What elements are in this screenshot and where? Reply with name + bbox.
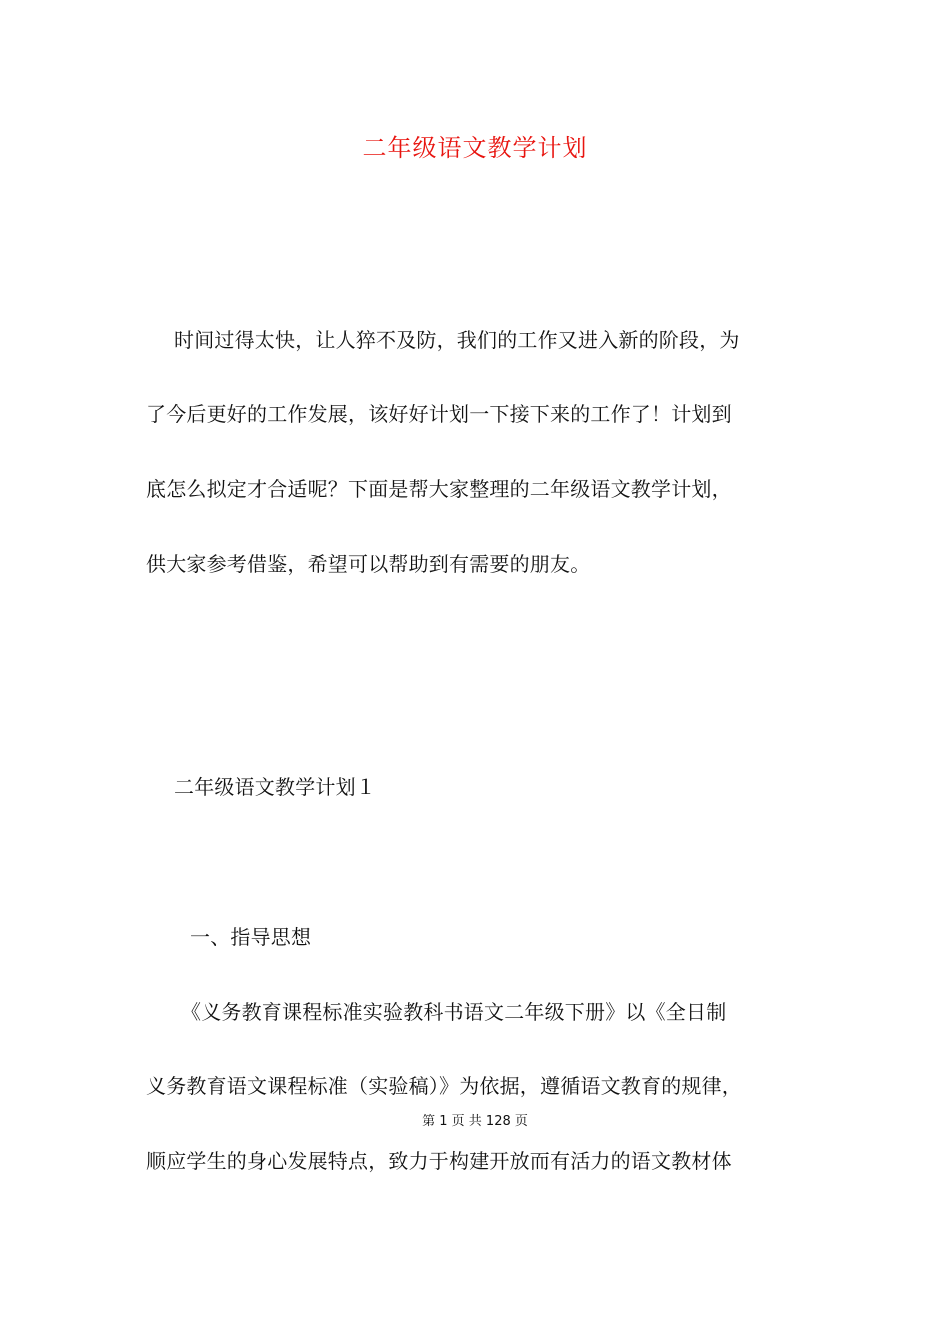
body-line: 顺应学生的身心发展特点，致力于构建开放而有活力的语文教材体 [146,1149,732,1173]
intro-line: 供大家参考借鉴，希望可以帮助到有需要的朋友。 [146,552,591,576]
document-title: 二年级语文教学计划 [362,134,588,162]
page-footer: 第 1 页 共 128 页 [422,1114,528,1129]
intro-line: 底怎么拟定才合适呢？下面是帮大家整理的二年级语文教学计划， [146,477,732,501]
body-line: 《义务教育课程标准实验教科书语文二年级下册》以《全日制 [181,1000,727,1024]
section-heading: 二年级语文教学计划１ [174,775,376,799]
intro-line: 时间过得太快，让人猝不及防，我们的工作又进入新的阶段，为 [174,328,740,352]
subsection-heading: 一、指导思想 [190,925,312,949]
intro-line: 了今后更好的工作发展，该好好计划一下接下来的工作了！计划到 [146,402,732,426]
body-line: 义务教育语文课程标准（实验稿）》为依据，遵循语文教育的规律， [146,1074,742,1098]
